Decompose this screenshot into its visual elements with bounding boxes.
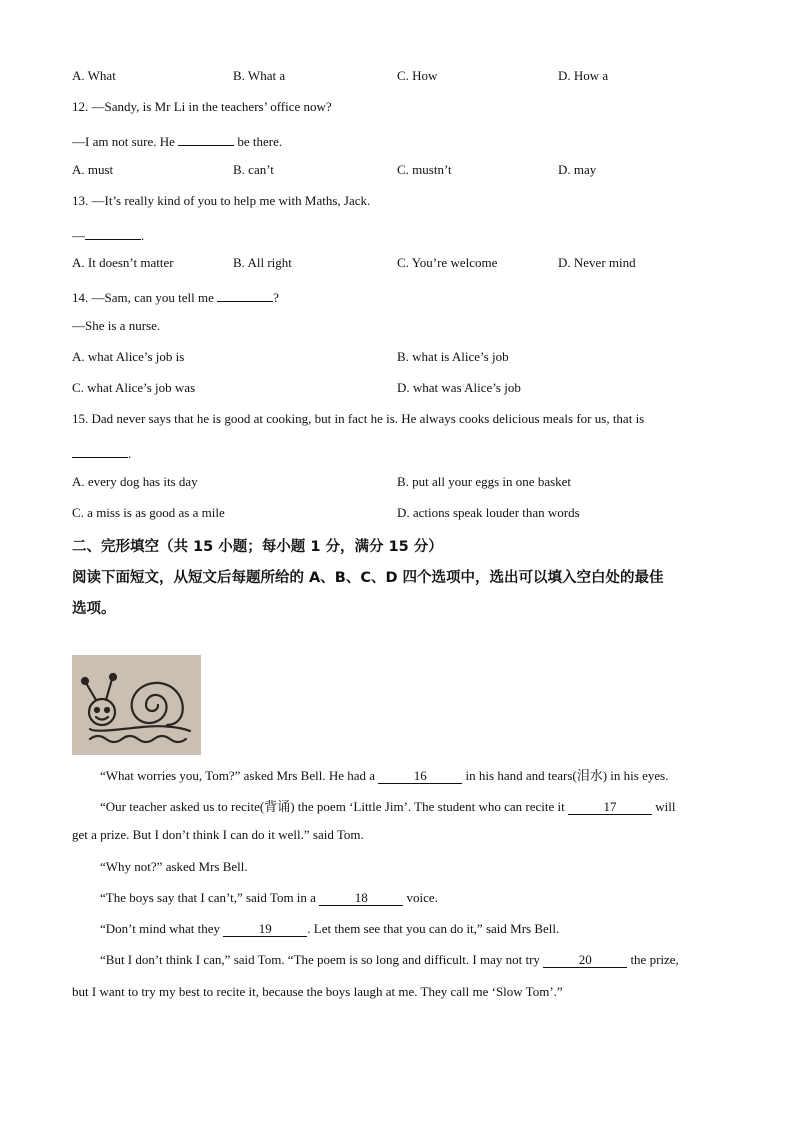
q12-reply-post: be there. [234,134,283,149]
passage-text: in his hand and tears(泪水) in his eyes. [462,768,669,783]
q14-stem-post: ? [273,290,279,305]
section-instruction: 阅读下面短文，从短文后每题所给的 A、B、C、D 四个选项中，选出可以填入空白处的最佳 [72,570,664,586]
q12-option-a: A. must [72,162,114,177]
q15-option-d: D. actions speak louder than words [397,505,580,520]
passage-text: . Let them see that you can do it,” said Mrs Bell. [307,921,560,936]
q13-stem: 13. —It’s really kind of you to help me with Maths, Jack. [72,193,371,208]
passage-para-4 [100,890,438,906]
q13-reply [72,225,144,244]
q11-option-d: D. How a [558,68,609,83]
section-heading: 二、完形填空（共 15 小题；每小题 1 分，满分 15 分） [72,539,443,555]
q14-reply: —She is a nurse. [72,318,161,333]
answer-blank [72,443,128,458]
snail-illustration [72,655,201,755]
q11-option-c: C. How [397,68,438,83]
q12-stem: 12. —Sandy, is Mr Li in the teachers’ office now? [72,99,332,114]
passage-para-2-cont: get a prize. But I don’t think I can do it well.” said Tom. [72,827,364,842]
q12-reply [72,131,282,150]
q14-stem-pre: 14. —Sam, can you tell me [72,290,218,305]
q14-option-c: C. what Alice’s job was [72,380,196,395]
section-instruction-cont: 选项。 [72,601,116,617]
passage-text: will [651,799,676,814]
answer-blank [178,131,234,146]
q14-option-b: B. what is Alice’s job [397,349,509,364]
q13-option-b: B. All right [233,255,292,270]
passage-text: “What worries you, Tom?” asked Mrs Bell. He had a [100,768,379,783]
cloze-blank-19: 19 [223,922,307,937]
q12-reply-pre: —I am not sure. He [72,134,179,149]
cloze-blank-18: 18 [319,891,403,906]
cloze-blank-17: 17 [568,800,652,815]
q13-reply-pre: — [72,228,85,243]
answer-blank [217,287,273,302]
q11-option-a: A. What [72,68,116,83]
q14-option-d: D. what was Alice’s job [397,380,521,395]
passage-para-2 [100,796,675,815]
q14-option-a: A. what Alice’s job is [72,349,185,364]
passage-para-1 [100,765,668,784]
passage-text: “The boys say that I can’t,” said Tom in a [100,890,320,905]
q15-stem-cont [72,443,131,462]
q13-option-a: A. It doesn’t matter [72,255,174,270]
passage-para-6-cont: but I want to try my best to recite it, because the boys laugh at me. They call me ‘Slow Tom’.” [72,984,563,999]
q15-option-a: A. every dog has its day [72,474,198,489]
q11-option-b: B. What a [233,68,286,83]
q15-stem: 15. Dad never says that he is good at cooking, but in fact he is. He always cooks delicious meals for us, that is [72,411,645,426]
passage-para-3: “Why not?” asked Mrs Bell. [100,859,248,874]
passage-para-5 [100,921,559,937]
answer-blank [85,225,141,240]
passage-text: “Don’t mind what they [100,921,224,936]
q13-option-c: C. You’re welcome [397,255,498,270]
cloze-blank-20: 20 [543,953,627,968]
snail-drawing-icon [72,655,201,755]
cloze-blank-16: 16 [378,769,462,784]
passage-para-6 [100,952,679,968]
q12-option-c: C. mustn’t [397,162,452,177]
passage-text: “Our teacher asked us to recite(背诵) the poem ‘Little Jim’. The student who can recite it [100,799,568,814]
passage-text: the prize, [627,952,679,967]
q13-option-d: D. Never mind [558,255,636,270]
q13-reply-post: . [141,228,145,243]
q12-option-d: D. may [558,162,597,177]
q15-option-b: B. put all your eggs in one basket [397,474,572,489]
passage-text: voice. [403,890,438,905]
q15-option-c: C. a miss is as good as a mile [72,505,225,520]
passage-text: “But I don’t think I can,” said Tom. “The poem is so long and difficult. I may not try [100,952,544,967]
q12-option-b: B. can’t [233,162,274,177]
q14-stem [72,287,279,306]
q15-stem-end: . [128,446,132,461]
